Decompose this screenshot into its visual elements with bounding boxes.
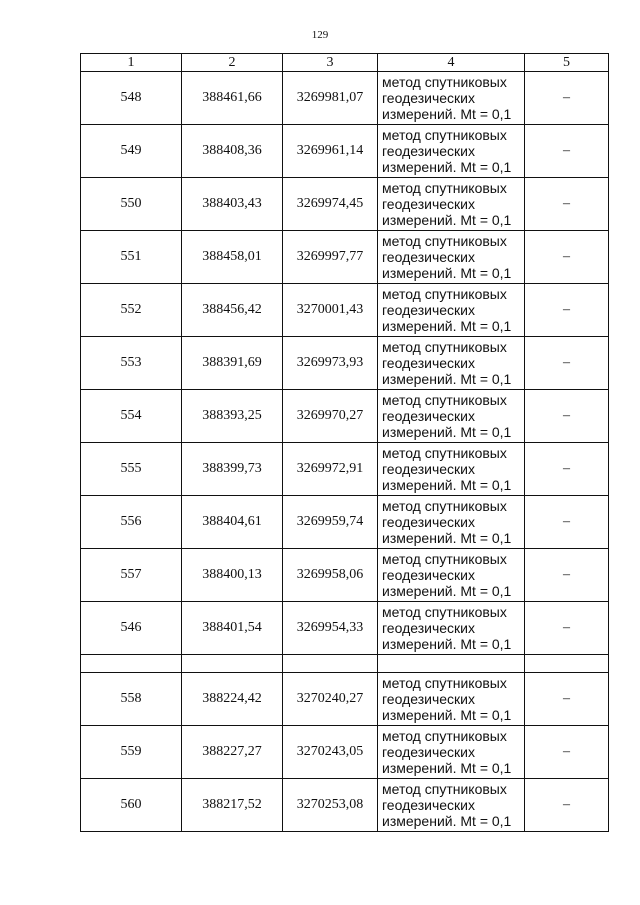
- method-text-line: метод спутниковых: [382, 728, 507, 744]
- method-text-line: измерений. Mt = 0,1: [382, 212, 512, 228]
- description-cell: –: [525, 72, 609, 125]
- description-cell: –: [525, 178, 609, 231]
- description-cell: –: [525, 231, 609, 284]
- method-cell: [378, 496, 525, 549]
- description-cell: –: [525, 602, 609, 655]
- y-coordinate-cell: 3269961,14: [283, 125, 378, 178]
- spacer-row: [81, 655, 609, 673]
- y-coordinate-cell: 3269973,93: [283, 337, 378, 390]
- method-text-line: измерений. Mt = 0,1: [382, 265, 512, 281]
- method-text-line: измерений. Mt = 0,1: [382, 371, 512, 387]
- description-cell: –: [525, 390, 609, 443]
- description-cell: –: [525, 125, 609, 178]
- description-cell: –: [525, 779, 609, 832]
- description-cell: –: [525, 549, 609, 602]
- description-cell: –: [525, 496, 609, 549]
- method-cell: [378, 231, 525, 284]
- x-coordinate-cell: 388458,01: [182, 231, 283, 284]
- method-text-line: метод спутниковых: [382, 498, 507, 514]
- method-text-line: измерений. Mt = 0,1: [382, 106, 512, 122]
- x-coordinate-cell: 388403,43: [182, 178, 283, 231]
- point-number-cell: 555: [81, 443, 182, 496]
- table-row: [81, 72, 609, 125]
- x-coordinate-cell: 388401,54: [182, 602, 283, 655]
- point-number-cell: 560: [81, 779, 182, 832]
- table-row: [81, 337, 609, 390]
- table-row: [81, 284, 609, 337]
- table-row: [81, 443, 609, 496]
- method-text-line: метод спутниковых: [382, 127, 507, 143]
- method-text-line: метод спутниковых: [382, 675, 507, 691]
- coordinates-table: [80, 53, 609, 832]
- y-coordinate-cell: 3269959,74: [283, 496, 378, 549]
- method-cell: [378, 178, 525, 231]
- column-header-1: 1: [81, 54, 182, 72]
- method-text-line: метод спутниковых: [382, 392, 507, 408]
- table-row: [81, 779, 609, 832]
- x-coordinate-cell: 388461,66: [182, 72, 283, 125]
- table-row: [81, 549, 609, 602]
- method-text-line: метод спутниковых: [382, 74, 507, 90]
- y-coordinate-cell: 3269981,07: [283, 72, 378, 125]
- method-text-line: геодезических: [382, 797, 475, 813]
- column-header-4: 4: [378, 54, 525, 72]
- x-coordinate-cell: 388456,42: [182, 284, 283, 337]
- method-cell: [378, 443, 525, 496]
- method-text-line: метод спутниковых: [382, 604, 507, 620]
- method-text-line: геодезических: [382, 514, 475, 530]
- method-text-line: геодезических: [382, 249, 475, 265]
- x-coordinate-cell: 388227,27: [182, 726, 283, 779]
- y-coordinate-cell: 3269997,77: [283, 231, 378, 284]
- method-text-line: метод спутниковых: [382, 551, 507, 567]
- method-cell: [378, 390, 525, 443]
- table-row: [81, 178, 609, 231]
- method-text-line: геодезических: [382, 461, 475, 477]
- table-row: [81, 231, 609, 284]
- point-number-cell: 559: [81, 726, 182, 779]
- method-cell: [378, 72, 525, 125]
- point-number-cell: 557: [81, 549, 182, 602]
- point-number-cell: 556: [81, 496, 182, 549]
- method-text-line: измерений. Mt = 0,1: [382, 424, 512, 440]
- method-cell: [378, 337, 525, 390]
- y-coordinate-cell: 3270001,43: [283, 284, 378, 337]
- method-text-line: геодезических: [382, 196, 475, 212]
- table-body-part-2: [81, 673, 609, 832]
- y-coordinate-cell: 3269970,27: [283, 390, 378, 443]
- description-cell: –: [525, 726, 609, 779]
- point-number-cell: 546: [81, 602, 182, 655]
- method-text-line: геодезических: [382, 691, 475, 707]
- y-coordinate-cell: 3270243,05: [283, 726, 378, 779]
- x-coordinate-cell: 388408,36: [182, 125, 283, 178]
- table-row: [81, 390, 609, 443]
- y-coordinate-cell: 3269974,45: [283, 178, 378, 231]
- method-cell: [378, 726, 525, 779]
- y-coordinate-cell: 3270253,08: [283, 779, 378, 832]
- description-cell: –: [525, 337, 609, 390]
- method-text-line: измерений. Mt = 0,1: [382, 530, 512, 546]
- method-text-line: измерений. Mt = 0,1: [382, 318, 512, 334]
- method-text-line: метод спутниковых: [382, 233, 507, 249]
- method-text-line: измерений. Mt = 0,1: [382, 583, 512, 599]
- method-text-line: измерений. Mt = 0,1: [382, 636, 512, 652]
- column-header-2: 2: [182, 54, 283, 72]
- y-coordinate-cell: 3270240,27: [283, 673, 378, 726]
- method-text-line: геодезических: [382, 143, 475, 159]
- table-row: [81, 673, 609, 726]
- method-text-line: измерений. Mt = 0,1: [382, 707, 512, 723]
- description-cell: –: [525, 443, 609, 496]
- column-header-5: 5: [525, 54, 609, 72]
- table-spacer: [81, 655, 609, 673]
- table-body-part-1: [81, 72, 609, 655]
- method-text-line: метод спутниковых: [382, 180, 507, 196]
- point-number-cell: 549: [81, 125, 182, 178]
- method-text-line: геодезических: [382, 744, 475, 760]
- x-coordinate-cell: 388399,73: [182, 443, 283, 496]
- method-text-line: геодезических: [382, 90, 475, 106]
- y-coordinate-cell: 3269958,06: [283, 549, 378, 602]
- x-coordinate-cell: 388391,69: [182, 337, 283, 390]
- method-text-line: метод спутниковых: [382, 445, 507, 461]
- point-number-cell: 550: [81, 178, 182, 231]
- description-cell: –: [525, 284, 609, 337]
- table-header-row: [81, 54, 609, 72]
- method-text-line: геодезических: [382, 620, 475, 636]
- method-text-line: измерений. Mt = 0,1: [382, 477, 512, 493]
- method-text-line: геодезических: [382, 567, 475, 583]
- method-cell: [378, 549, 525, 602]
- method-text-line: геодезических: [382, 408, 475, 424]
- table-row: [81, 125, 609, 178]
- method-cell: [378, 779, 525, 832]
- point-number-cell: 553: [81, 337, 182, 390]
- point-number-cell: 552: [81, 284, 182, 337]
- table-row: [81, 726, 609, 779]
- x-coordinate-cell: 388404,61: [182, 496, 283, 549]
- point-number-cell: 551: [81, 231, 182, 284]
- method-text-line: измерений. Mt = 0,1: [382, 760, 512, 776]
- method-text-line: метод спутниковых: [382, 286, 507, 302]
- y-coordinate-cell: 3269972,91: [283, 443, 378, 496]
- page-number: 129: [311, 29, 329, 41]
- method-text-line: метод спутниковых: [382, 339, 507, 355]
- method-cell: [378, 284, 525, 337]
- method-text-line: метод спутниковых: [382, 781, 507, 797]
- column-header-3: 3: [283, 54, 378, 72]
- x-coordinate-cell: 388400,13: [182, 549, 283, 602]
- method-cell: [378, 602, 525, 655]
- table-row: [81, 602, 609, 655]
- point-number-cell: 548: [81, 72, 182, 125]
- method-text-line: геодезических: [382, 302, 475, 318]
- description-cell: –: [525, 673, 609, 726]
- method-text-line: измерений. Mt = 0,1: [382, 813, 512, 829]
- x-coordinate-cell: 388393,25: [182, 390, 283, 443]
- method-cell: [378, 673, 525, 726]
- y-coordinate-cell: 3269954,33: [283, 602, 378, 655]
- x-coordinate-cell: 388217,52: [182, 779, 283, 832]
- point-number-cell: 554: [81, 390, 182, 443]
- method-cell: [378, 125, 525, 178]
- method-text-line: измерений. Mt = 0,1: [382, 159, 512, 175]
- table-row: [81, 496, 609, 549]
- x-coordinate-cell: 388224,42: [182, 673, 283, 726]
- method-text-line: геодезических: [382, 355, 475, 371]
- point-number-cell: 558: [81, 673, 182, 726]
